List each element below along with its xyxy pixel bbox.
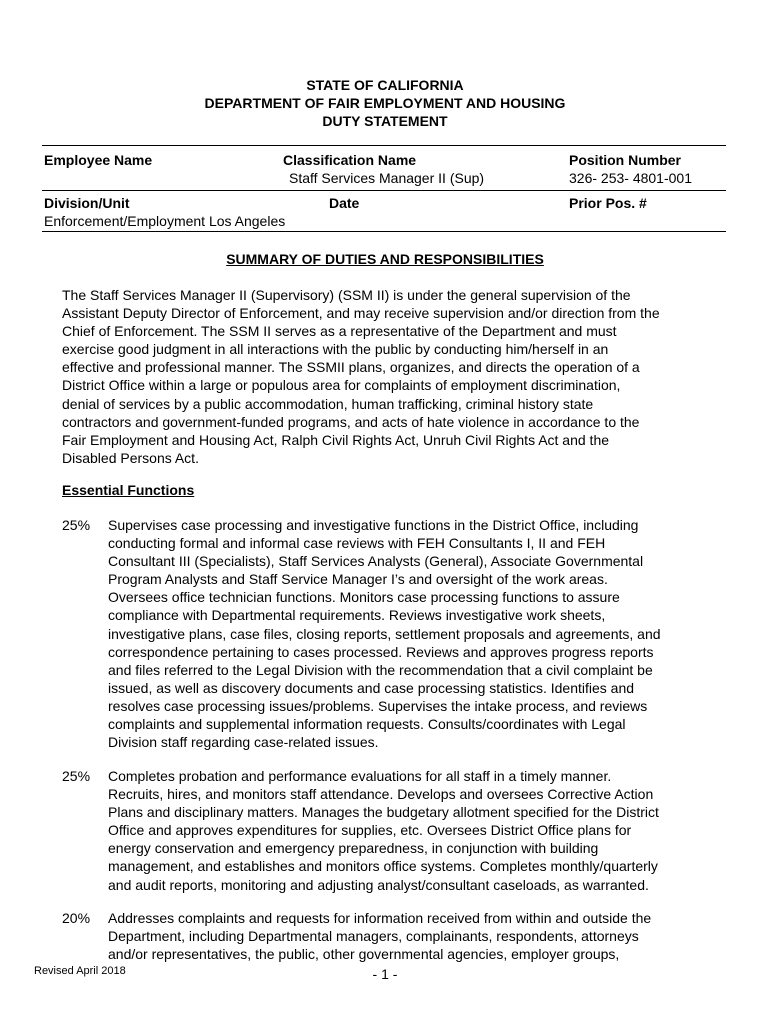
summary-line: effective and professional manner. The SSMII plans, organizes, and directs the operation of a <box>62 359 640 376</box>
bottom-rule <box>42 231 726 232</box>
duty-3-text <box>108 909 728 963</box>
duty-line: complaints and supplemental information requests. Consults/coordinates with Legal <box>108 716 626 733</box>
top-rule <box>42 145 726 146</box>
duty-line: Recruits, hires, and monitors staff attendance. Develops and oversees Corrective Action <box>108 786 654 803</box>
summary-line: Disabled Persons Act. <box>62 449 199 466</box>
summary-line: Assistant Deputy Director of Enforcement, and may receive supervision and/or direction from the <box>62 305 660 322</box>
duty-line: and audit reports, monitoring and adjusting analyst/consultant caseloads, as warranted. <box>108 876 649 893</box>
duty-3-percent: 20% <box>62 910 91 926</box>
summary-line: exercise good judgment in all interactions with the public by conducting him/herself in an <box>62 341 609 358</box>
summary-line: Chief of Enforcement. The SSM II serves as a representative of the Department and must <box>62 323 617 340</box>
duty-line: Department, including Departmental managers, complainants, respondents, attorneys <box>108 928 639 945</box>
duty-line: investigative plans, case files, closing reports, settlement proposals and agreements, and <box>108 625 661 642</box>
duty-line: Consultant III (Specialists), Staff Services Analysts (General), Associate Governmental <box>108 553 644 570</box>
revised-date: Revised April 2018 <box>34 965 126 977</box>
essential-functions-title: Essential Functions <box>62 482 195 498</box>
position-number-value: 326- 253- 4801-001 <box>569 170 692 186</box>
duty-line: Program Analysts and Staff Service Manager I’s and oversight of the work areas. <box>108 571 608 588</box>
division-value: Enforcement/Employment Los Angeles <box>44 213 286 229</box>
summary-line: The Staff Services Manager II (Supervisory) (SSM II) is under the general supervision of the <box>62 287 631 303</box>
header-state: STATE OF CALIFORNIA <box>306 77 464 93</box>
duty-line: Supervises case processing and investigative functions in the District Office, including <box>108 517 639 533</box>
summary-line: denial of services by a public accommodation, human trafficking, criminal history state <box>62 395 594 412</box>
division-label: Division/Unit <box>44 195 130 211</box>
duty-2-percent: 25% <box>62 768 91 784</box>
duty-line: Office and approves expenditures for supplies, etc. Oversees District Office plans for <box>108 822 632 839</box>
classification-value: Staff Services Manager II (Sup) <box>289 170 485 186</box>
duty-line: Completes probation and performance evaluations for all staff in a timely manner. <box>108 768 612 784</box>
summary-paragraph <box>62 286 722 467</box>
duty-1-percent: 25% <box>62 517 91 533</box>
duty-2-text <box>108 767 728 894</box>
header-title: DUTY STATEMENT <box>322 113 448 129</box>
duty-line: Addresses complaints and requests for information received from within and outside the <box>108 910 652 926</box>
middle-rule <box>42 190 726 191</box>
page-number: - 1 - <box>372 966 398 982</box>
classification-label: Classification Name <box>283 152 417 168</box>
summary-line: contractors and government-funded programs, and acts of hate violence in accordance to the <box>62 413 640 430</box>
duty-line: Plans and disciplinary matters. Manages the budgetary allotment specified for the District <box>108 804 659 821</box>
duty-line: and files referred to the Legal Division with the recommendation that a civil complaint be <box>108 661 653 678</box>
duty-line: management, and establishes and monitors office systems. Completes monthly/quarterly <box>108 858 658 875</box>
duty-1-text <box>108 516 728 751</box>
duty-line: issued, as well as discovery documents and case processing statistics. Identifies and <box>108 679 635 696</box>
employee-name-label: Employee Name <box>44 152 153 168</box>
duty-line: energy conservation and emergency preparedness, in conjunction with building <box>108 840 599 857</box>
duty-line: conducting formal and informal case reviews with FEH Consultants I, II and FEH <box>108 535 606 552</box>
prior-position-label: Prior Pos. # <box>569 195 647 211</box>
summary-title: SUMMARY OF DUTIES AND RESPONSIBILITIES <box>226 251 544 267</box>
summary-line: Fair Employment and Housing Act, Ralph Civil Rights Act, Unruh Civil Rights Act and the <box>62 431 610 448</box>
duty-line: Division staff regarding case-related issues. <box>108 734 379 751</box>
duty-line: resolves case processing issues/problems. Supervises the intake process, and reviews <box>108 697 648 714</box>
duty-line: and/or representatives, the public, other governmental agencies, employer groups, <box>108 946 620 963</box>
position-number-label: Position Number <box>569 152 682 168</box>
summary-line: District Office within a large or populous area for complaints of employment discrimination, <box>62 377 621 394</box>
header-department: DEPARTMENT OF FAIR EMPLOYMENT AND HOUSING <box>204 95 566 111</box>
duty-line: Oversees office technician functions. Monitors case processing functions to assure <box>108 589 620 606</box>
duty-line: correspondence pertaining to cases processed. Reviews and approves progress reports <box>108 643 654 660</box>
duty-line: compliance with Departmental requirements. Reviews investigative work sheets, <box>108 607 606 624</box>
date-label: Date <box>329 195 360 211</box>
